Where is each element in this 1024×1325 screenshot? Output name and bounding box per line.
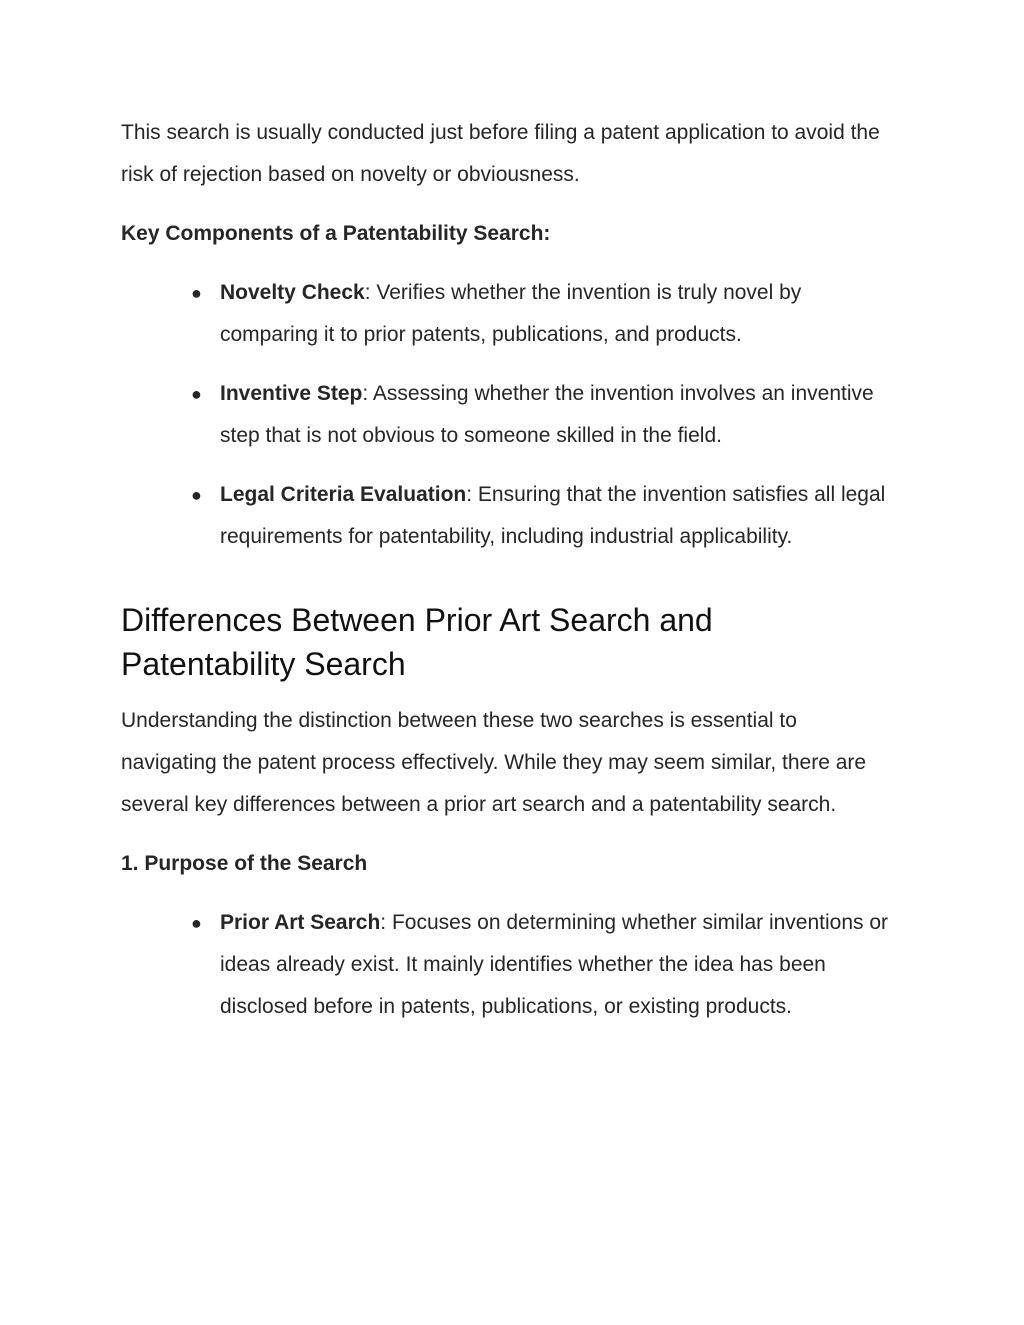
bullet-icon: ● [191, 913, 202, 933]
purpose-heading: 1. Purpose of the Search [121, 852, 368, 875]
differences-heading: Differences Between Prior Art Search and Patentability Search [121, 602, 713, 682]
list-item [191, 474, 891, 558]
differences-paragraph: Understanding the distinction between these two searches is essential to navigating the patent process effectively. While they may seem similar, there are several key differences between a prior art search and a patentability search. [121, 709, 867, 816]
list-item [191, 902, 891, 1028]
bullet-term: Prior Art Search [220, 911, 381, 934]
bullet-description: : Ensuring that the invention satisfies all legal requirements for patentability, including industrial applicability. [220, 483, 886, 548]
bullet-description: : Focuses on determining whether similar inventions or ideas already exist. It mainly identifies whether the idea has been disclosed before in patents, publications, or existing products. [220, 911, 889, 1018]
bullet-icon: ● [191, 384, 202, 404]
list-item [191, 272, 891, 356]
list-item [191, 373, 891, 457]
bullet-icon: ● [191, 485, 202, 505]
bullet-description: : Assessing whether the invention involves an inventive step that is not obvious to someone skilled in the field. [220, 382, 874, 447]
bullet-term: Inventive Step [220, 382, 363, 405]
bullet-description: : Verifies whether the invention is truly novel by comparing it to prior patents, publications, and products. [220, 281, 802, 346]
key-components-heading: Key Components of a Patentability Search: [121, 222, 551, 245]
intro-paragraph: This search is usually conducted just before filing a patent application to avoid the risk of rejection based on novelty or obviousness. [121, 121, 880, 186]
purpose-list [191, 902, 891, 1028]
document-page [121, 112, 891, 1028]
bullet-term: Legal Criteria Evaluation [220, 483, 467, 506]
key-components-list [191, 272, 891, 558]
bullet-icon: ● [191, 283, 202, 303]
bullet-term: Novelty Check [220, 281, 365, 304]
